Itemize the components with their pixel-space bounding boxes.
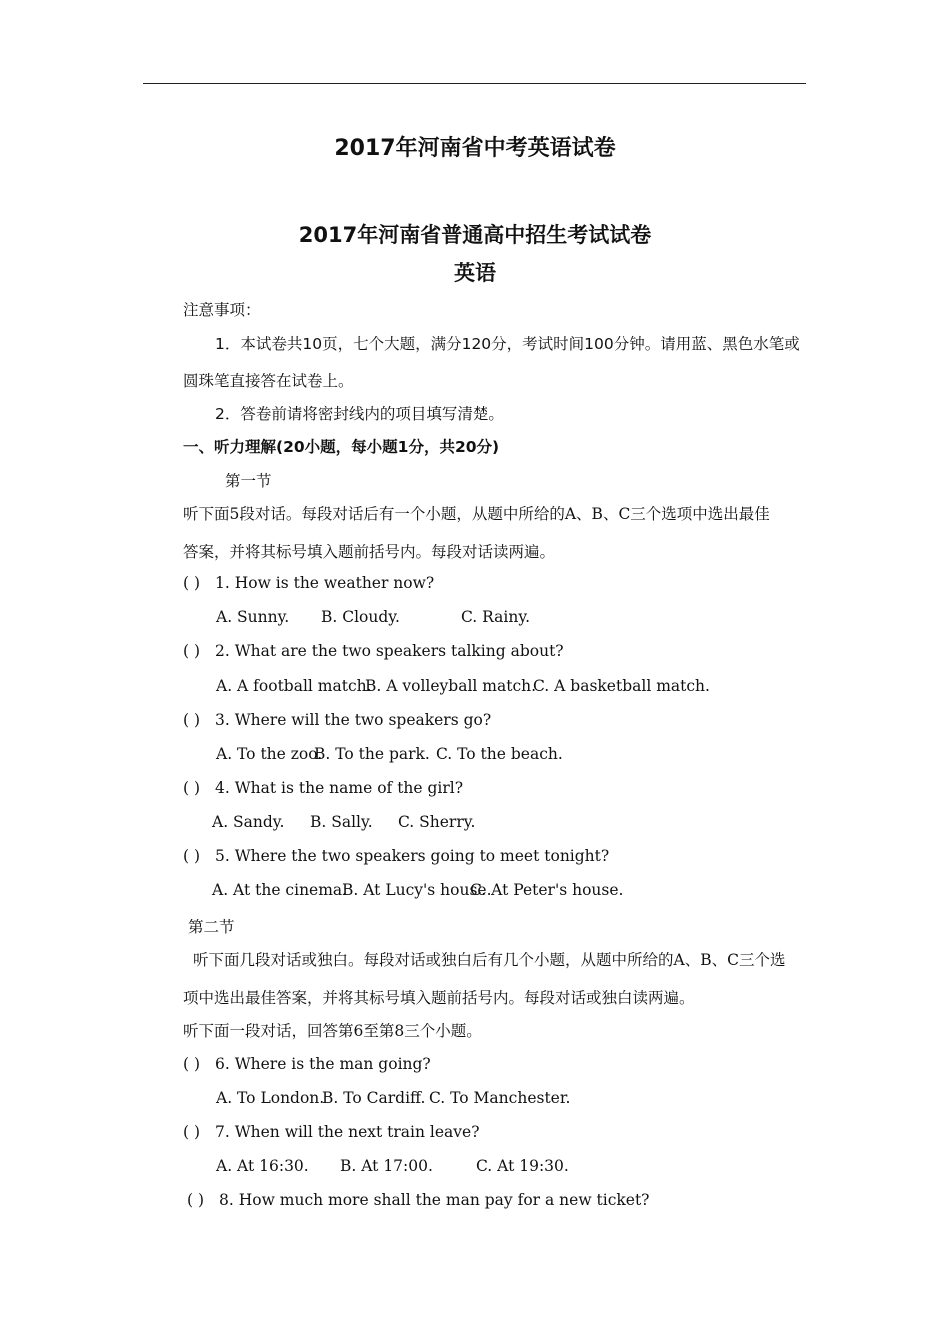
part-1-instructions-cont: 答案，并将其标号填入题前括号内。每段对话读两遍。 xyxy=(183,543,556,561)
answer-blank[interactable]: ( ) xyxy=(183,574,201,592)
part-2-instructions: 听下面几段对话或独白。每段对话或独白后有几个小题，从题中所给的A、B、C三个选 xyxy=(193,951,786,969)
answer-blank[interactable]: ( ) xyxy=(183,711,201,729)
question-4-options xyxy=(212,813,475,831)
option-c: C. To Manchester. xyxy=(429,1089,571,1107)
header-rule xyxy=(143,83,806,84)
part-2-label: 第二节 xyxy=(188,918,235,936)
option-a: A. Sandy. xyxy=(212,813,285,831)
option-a: A. At the cinema. xyxy=(212,881,348,899)
section-1-heading: 一、听力理解(20小题，每小题1分，共20分) xyxy=(183,438,500,456)
exam-subject: 英语 xyxy=(454,261,496,285)
option-c: C. At Peter's house. xyxy=(470,881,624,899)
question-4 xyxy=(183,779,463,797)
option-b: B. To Cardiff. xyxy=(322,1089,426,1107)
question-text: 2. What are the two speakers talking about? xyxy=(215,642,564,660)
question-text: 8. How much more shall the man pay for a new ticket? xyxy=(219,1191,650,1209)
option-c: C. At 19:30. xyxy=(476,1157,569,1175)
option-a: A. To the zoo. xyxy=(216,745,323,763)
exam-title: 2017年河南省中考英语试卷 xyxy=(334,136,616,161)
question-2-options xyxy=(216,677,710,695)
question-5-options xyxy=(212,881,623,899)
answer-blank[interactable]: ( ) xyxy=(183,847,201,865)
question-7 xyxy=(183,1123,480,1141)
option-b: B. A volleyball match. xyxy=(365,677,537,695)
question-1-options xyxy=(216,608,530,626)
answer-blank[interactable]: ( ) xyxy=(183,642,201,660)
notice-heading: 注意事项： xyxy=(183,301,261,319)
notice-item-1-cont: 圆珠笔直接答在试卷上。 xyxy=(183,372,354,390)
option-b: B. Sally. xyxy=(310,813,373,831)
option-c: C. To the beach. xyxy=(436,745,563,763)
part-1-instructions: 听下面5段对话。每段对话后有一个小题，从题中所给的A、B、C三个选项中选出最佳 xyxy=(183,505,770,523)
question-1 xyxy=(183,574,434,592)
question-text: 6. Where is the man going? xyxy=(215,1055,431,1073)
answer-blank[interactable]: ( ) xyxy=(183,1055,201,1073)
question-2 xyxy=(183,642,564,660)
option-a: A. Sunny. xyxy=(216,608,290,626)
dialog-instructions: 听下面一段对话，回答第6至第8三个小题。 xyxy=(183,1022,482,1040)
notice-item-2: 2．答卷前请将密封线内的项目填写清楚。 xyxy=(215,405,504,423)
option-a: A. To London. xyxy=(216,1089,325,1107)
option-b: B. To the park. xyxy=(314,745,430,763)
option-b: B. At Lucy's house. xyxy=(342,881,492,899)
answer-blank[interactable]: ( ) xyxy=(187,1191,205,1209)
option-a: A. A football match. xyxy=(216,677,372,695)
question-text: 7. When will the next train leave? xyxy=(215,1123,480,1141)
option-b: B. At 17:00. xyxy=(340,1157,433,1175)
answer-blank[interactable]: ( ) xyxy=(183,1123,201,1141)
part-1-label: 第一节 xyxy=(225,472,272,490)
option-b: B. Cloudy. xyxy=(321,608,400,626)
question-3 xyxy=(183,711,491,729)
question-text: 1. How is the weather now? xyxy=(215,574,435,592)
question-text: 3. Where will the two speakers go? xyxy=(215,711,492,729)
answer-blank[interactable]: ( ) xyxy=(183,779,201,797)
question-7-options xyxy=(216,1157,569,1175)
question-6 xyxy=(183,1055,431,1073)
option-c: C. Sherry. xyxy=(398,813,476,831)
option-c: C. Rainy. xyxy=(461,608,530,626)
question-text: 5. Where the two speakers going to meet tonight? xyxy=(215,847,610,865)
notice-item-1: 1．本试卷共10页，七个大题，满分120分，考试时间100分钟。请用蓝、黑色水笔或 xyxy=(215,335,800,353)
question-8 xyxy=(187,1191,650,1209)
question-3-options xyxy=(216,745,563,763)
question-text: 4. What is the name of the girl? xyxy=(215,779,464,797)
question-5 xyxy=(183,847,609,865)
part-2-instructions-cont: 项中选出最佳答案，并将其标号填入题前括号内。每段对话或独白读两遍。 xyxy=(183,989,695,1007)
exam-subtitle: 2017年河南省普通高中招生考试试卷 xyxy=(298,223,652,247)
question-6-options xyxy=(216,1089,570,1107)
option-c: C. A basketball match. xyxy=(533,677,710,695)
option-a: A. At 16:30. xyxy=(216,1157,309,1175)
